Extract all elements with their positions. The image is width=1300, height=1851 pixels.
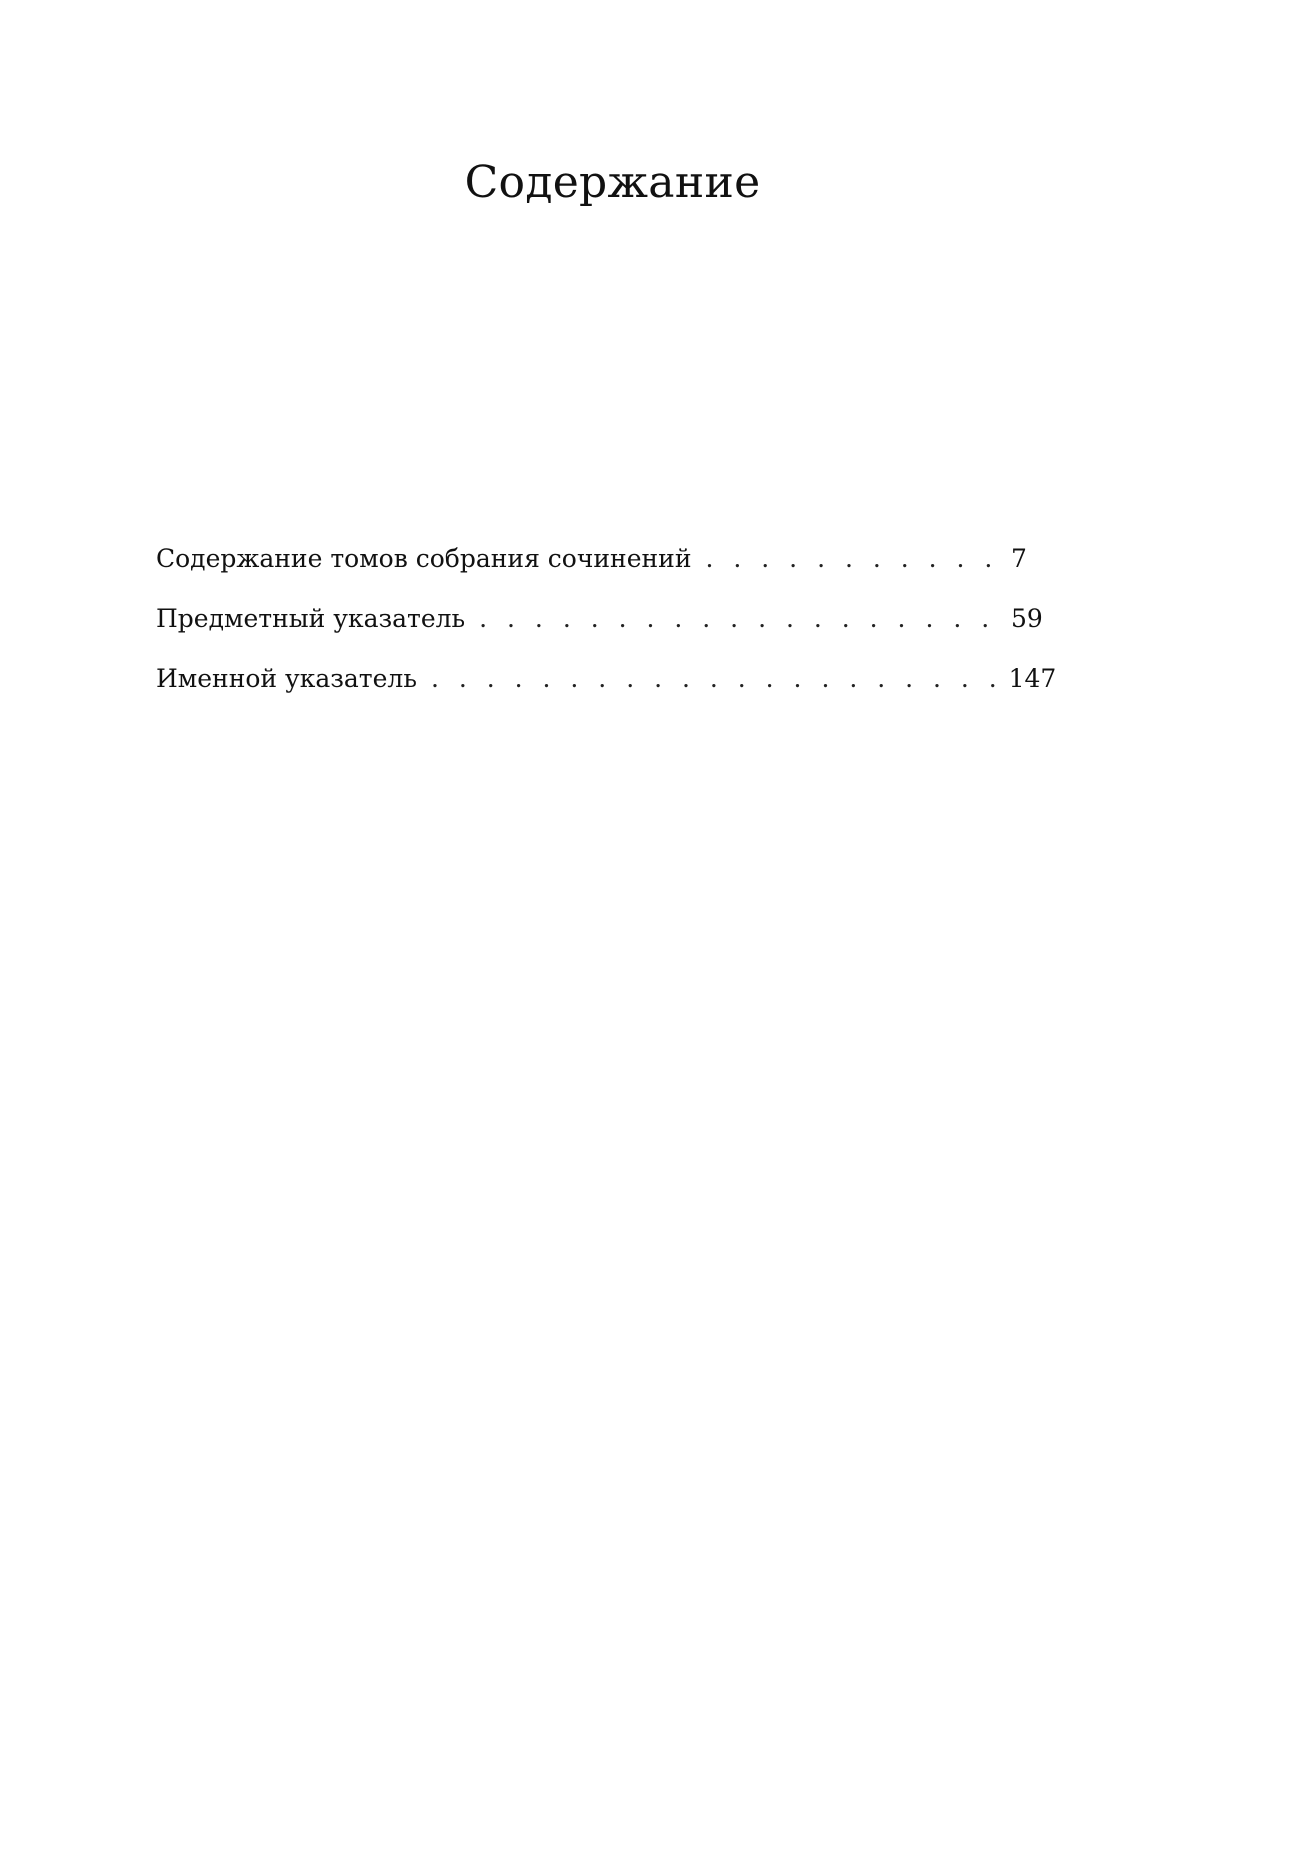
page-title: Содержание <box>464 157 761 208</box>
toc-entry-label: Именной указатель <box>156 664 417 693</box>
toc-entry-subject-index <box>156 597 1043 657</box>
table-of-contents <box>156 537 1057 717</box>
toc-entry-page-number: 7 <box>1011 544 1027 573</box>
toc-entry-page-number: 59 <box>1011 604 1043 633</box>
toc-dot-leader <box>417 657 1009 701</box>
toc-entry-label: Содержание томов собрания сочинений <box>156 544 692 573</box>
toc-entry-volumes-contents <box>156 537 1025 597</box>
toc-entry-name-index <box>156 657 1057 717</box>
toc-dot-leader <box>465 597 1011 641</box>
toc-dot-leader <box>692 537 1012 581</box>
toc-entry-label: Предметный указатель <box>156 604 466 633</box>
toc-entry-page-number: 147 <box>1008 664 1057 693</box>
